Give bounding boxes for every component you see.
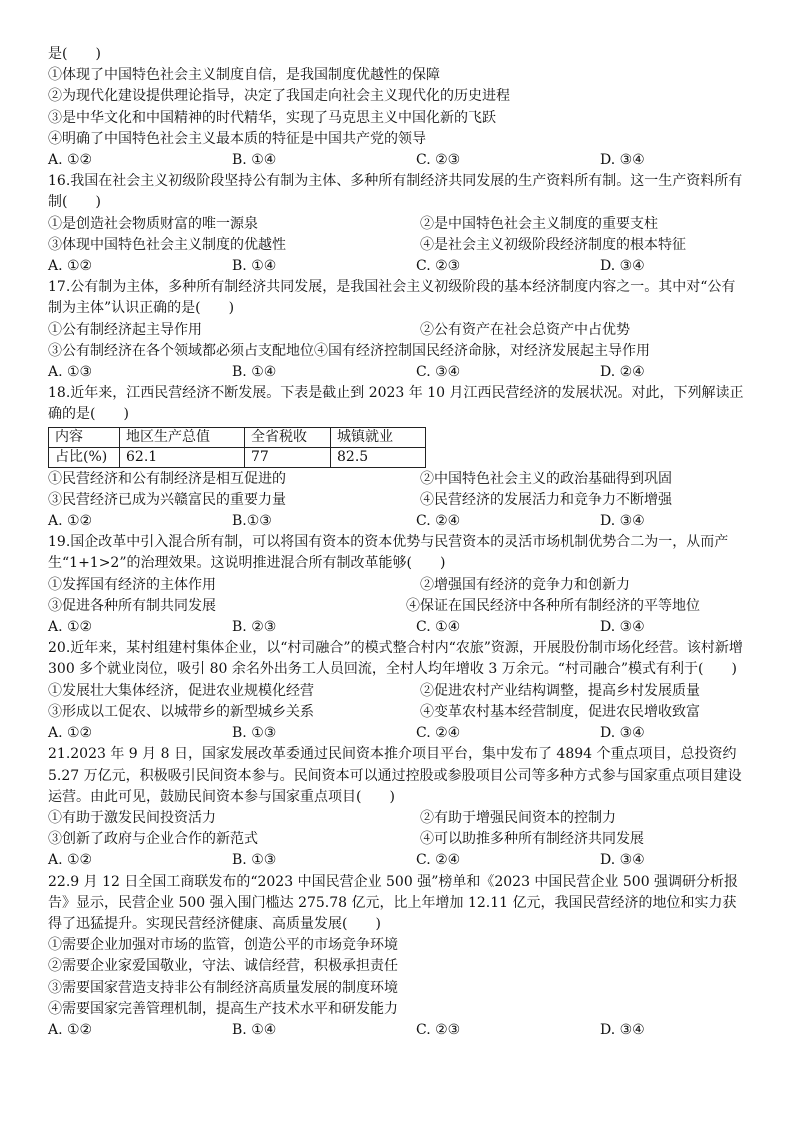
q17-stem: 17.公有制为主体，多种所有制经济共同发展，是我国社会主义初级阶段的基本经济制度内容之一。其中对“公有制为主体”认识正确的是( ) [48,279,736,317]
q16-item-1: ①是创造社会物质财富的唯一源泉 [48,215,258,232]
q17-options [48,362,748,383]
q18-items-row-1 [48,469,748,490]
q22-options [48,1020,748,1041]
q21-option-b[interactable]: B. ①③ [232,852,277,869]
table-row [49,447,426,467]
q21-items-row-2 [48,829,748,850]
q15-item-1: ①体现了中国特色社会主义制度自信，是我国制度优越性的保障 [48,67,440,84]
q16-item-3: ③体现中国特色社会主义制度的优越性 [48,236,286,253]
q19-options [48,617,748,638]
q16-option-b[interactable]: B. ①④ [232,258,277,275]
q16-item-4: ④是社会主义初级阶段经济制度的根本特征 [420,236,686,253]
q16-option-a[interactable]: A. ①② [48,258,93,275]
q19-item-1: ①发挥国有经济的主体作用 [48,576,216,593]
q16-option-d[interactable]: D. ③④ [600,258,645,275]
q19-option-d[interactable]: D. ③④ [600,619,645,636]
q21-options [48,850,748,871]
q21-items-row-1 [48,808,748,829]
q18-options [48,511,748,532]
q18-item-2: ②中国特色社会主义的政治基础得到巩固 [420,470,672,487]
q21-stem: 21.2023 年 9 月 8 日，国家发展改革委通过民间资本推介项目平台，集中发布了 4894 个重点项目，总投资约 5.27 万亿元，积极吸引民间资本参与。民间资本可以通过控股或参股项目公司等多种方式参与国家重点项目建设运营。由此可见，鼓励民间资本参与国家重点项目( ) [48,746,742,805]
q16-items-row-2 [48,235,748,256]
q17-option-b[interactable]: B. ①④ [232,364,277,381]
table-cell: 占比(%) [49,447,120,467]
q15-item-3: ③是中华文化和中国精神的时代精华，实现了马克思主义中国化新的飞跃 [48,109,496,126]
q22-option-a[interactable]: A. ①② [48,1021,93,1038]
q20-option-c[interactable]: C. ②④ [416,725,461,742]
q18-data-table [48,427,426,468]
q22-option-c[interactable]: C. ②③ [416,1021,461,1038]
q20-option-d[interactable]: D. ③④ [600,725,645,742]
q22-item-4: ④需要国家完善管理机制，提高生产技术水平和研发能力 [48,1000,398,1017]
q15-option-d[interactable]: D. ③④ [600,152,645,169]
q16-stem: 16.我国在社会主义初级阶段坚持公有制为主体、多种所有制经济共同发展的生产资料所有制。这一生产资料所有制( ) [48,173,743,211]
exam-page [48,44,748,1041]
q21-item-4: ④可以助推多种所有制经济共同发展 [420,831,644,848]
q20-item-3: ③形成以工促农、以城带乡的新型城乡关系 [48,703,314,720]
q21-option-d[interactable]: D. ③④ [600,852,645,869]
q15-option-b[interactable]: B. ①④ [232,152,277,169]
q18-option-a[interactable]: A. ①② [48,513,93,530]
table-header-cell: 内容 [49,427,120,447]
q18-stem: 18.近年来，江西民营经济不断发展。下表是截止到 2023 年 10 月江西民营经济的发展状况。对此，下列解读正确的是( ) [48,385,744,423]
q19-items-row-2 [48,596,748,617]
q18-option-d[interactable]: D. ③④ [600,513,645,530]
q21-option-c[interactable]: C. ②④ [416,852,461,869]
q22-stem: 22.9 月 12 日全国工商联发布的“2023 中国民营企业 500 强”榜单和《2023 中国民营企业 500 强调研分析报告》显示，民营企业 500 强入围门槛达 275.78 亿元，比上年增加 12.11 亿元，我国民营经济的地位和实力获得了迅猛提升。实现民营经济健康、高质量发展( ) [48,873,739,932]
q18-option-b[interactable]: B.①③ [232,513,272,530]
q17-option-a[interactable]: A. ①③ [48,364,93,381]
q15-options [48,150,748,171]
q19-item-2: ②增强国有经济的竞争力和创新力 [420,576,630,593]
q20-option-b[interactable]: B. ①③ [232,725,277,742]
q19-stem: 19.国企改革中引入混合所有制，可以将国有资本的资本优势与民营资本的灵活市场机制优势合二为一，从而产生“1+1>2”的治理效果。这说明推进混合所有制改革能够( ) [48,534,729,572]
q22-option-d[interactable]: D. ③④ [600,1021,645,1038]
q17-item-1: ①公有制经济起主导作用 [48,321,202,338]
q15-item-2: ②为现代化建设提供理论指导，决定了我国走向社会主义现代化的历史进程 [48,88,510,105]
q21-item-1: ①有助于激发民间投资活力 [48,809,216,826]
q19-option-a[interactable]: A. ①② [48,619,93,636]
q17-items-row-1 [48,320,748,341]
q19-items-row-1 [48,575,748,596]
q18-option-c[interactable]: C. ②④ [416,513,461,530]
q20-option-a[interactable]: A. ①② [48,725,93,742]
q17-item-2: ②公有资产在社会总资产中占优势 [420,321,630,338]
q18-item-4: ④民营经济的发展活力和竞争力不断增强 [420,491,672,508]
q22-option-b[interactable]: B. ①④ [232,1021,277,1038]
q20-item-2: ②促进农村产业结构调整，提高乡村发展质量 [420,682,700,699]
q19-option-b[interactable]: B. ②③ [232,619,277,636]
q18-item-1: ①民营经济和公有制经济是相互促进的 [48,470,286,487]
table-header-cell: 城镇就业 [331,427,426,447]
q20-stem: 20.近年来，某村组建村集体企业，以“村司融合”的模式整合村内“农旅”资源，开展股份制市场化经营。该村新增 300 多个就业岗位，吸引 80 余名外出务工人员回流，全村人均年增收 3 万余元。“村司融合”模式有利于( ) [48,640,743,678]
q16-option-c[interactable]: C. ②③ [416,258,461,275]
q19-item-4: ④保证在国民经济中各种所有制经济的平等地位 [406,597,700,614]
q22-item-2: ②需要企业家爱国敬业，守法、诚信经营，积极承担责任 [48,958,398,975]
q20-item-1: ①发展壮大集体经济，促进农业规模化经营 [48,682,314,699]
table-cell: 62.1 [120,447,245,467]
q19-option-c[interactable]: C. ①④ [416,619,461,636]
q16-item-2: ②是中国特色社会主义制度的重要支柱 [420,215,658,232]
q17-option-c[interactable]: C. ③④ [416,364,461,381]
q18-items-row-2 [48,490,748,511]
q15-option-c[interactable]: C. ②③ [416,152,461,169]
q16-items-row-1 [48,214,748,235]
q19-item-3: ③促进各种所有制共同发展 [48,597,216,614]
q22-item-1: ①需要企业加强对市场的监管，创造公平的市场竞争环境 [48,937,398,954]
q20-items-row-1 [48,681,748,702]
table-header-row [49,427,426,447]
q15-option-a[interactable]: A. ①② [48,152,93,169]
table-cell: 77 [245,447,331,467]
q21-item-2: ②有助于增强民间资本的控制力 [420,809,616,826]
table-cell: 82.5 [331,447,426,467]
q17-item-3-4: ③公有制经济在各个领域都必须占支配地位④国有经济控制国民经济命脉，对经济发展起主导作用 [48,342,650,359]
q21-item-3: ③创新了政府与企业合作的新范式 [48,831,258,848]
q20-options [48,723,748,744]
table-header-cell: 地区生产总值 [120,427,245,447]
q22-item-3: ③需要国家营造支持非公有制经济高质量发展的制度环境 [48,979,398,996]
table-header-cell: 全省税收 [245,427,331,447]
q15-stem-tail: 是( ) [48,46,101,62]
q15-item-4: ④明确了中国特色社会主义最本质的特征是中国共产党的领导 [48,130,426,147]
q20-item-4: ④变革农村基本经营制度，促进农民增收致富 [420,703,700,720]
q17-option-d[interactable]: D. ②④ [600,364,645,381]
q21-option-a[interactable]: A. ①② [48,852,93,869]
q18-item-3: ③民营经济已成为兴赣富民的重要力量 [48,491,286,508]
q20-items-row-2 [48,702,748,723]
q16-options [48,256,748,277]
